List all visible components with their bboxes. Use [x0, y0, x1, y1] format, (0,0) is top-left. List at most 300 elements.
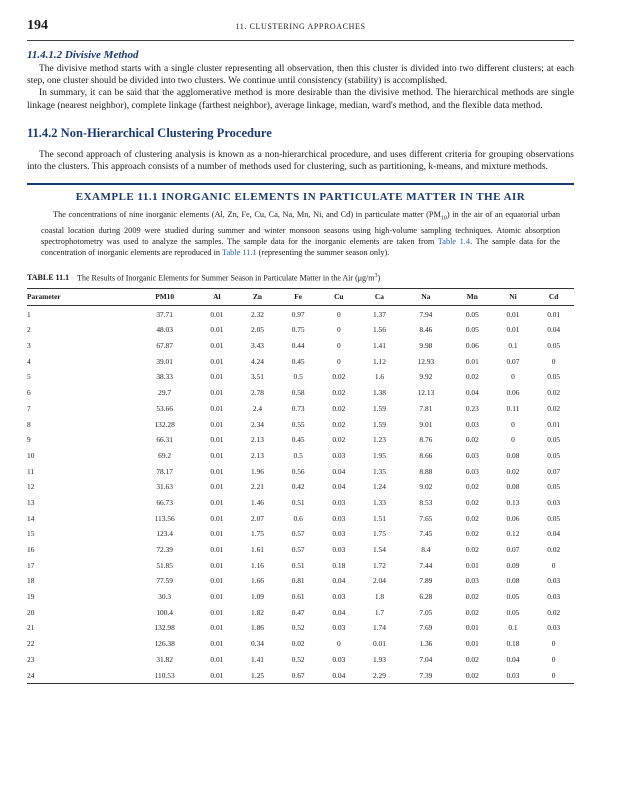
table-cell: 7.45: [419, 529, 433, 539]
table-cell: 0.02: [332, 435, 346, 445]
table-cell: 0.04: [318, 667, 359, 683]
table-cell: 1.72: [372, 560, 386, 570]
table-cell: 0.03: [332, 513, 346, 523]
table-cell: 20: [27, 607, 35, 617]
table-cell: 0.58: [291, 388, 305, 398]
table-cell: 10: [27, 450, 35, 460]
table-cell: 0.52: [291, 654, 305, 664]
table-header-row: [27, 289, 574, 306]
table-row: [27, 479, 574, 495]
table-cell: 39.01: [156, 356, 173, 366]
table-cell: 0.07: [506, 356, 520, 366]
table-cell: 3: [27, 341, 31, 351]
table-cell: 1.96: [251, 466, 264, 476]
table-cell: 0.57: [291, 545, 305, 554]
table-cell: 1.86: [251, 623, 264, 633]
table-row: [27, 557, 574, 573]
table-cell: 0.03: [332, 450, 346, 460]
book-page: [27, 18, 574, 788]
table-cell: 1: [27, 309, 31, 319]
table-cell: 132.28: [154, 419, 175, 429]
table-cell: 0.67: [278, 667, 319, 683]
column-header: Na: [400, 289, 452, 306]
table-cell: 1.12: [372, 356, 386, 366]
table-row: [27, 353, 574, 369]
table-cell: 31.82: [156, 654, 173, 664]
table-cell: 2.13: [251, 435, 264, 445]
table-cell: 18: [27, 576, 35, 586]
table-cell: 0: [511, 372, 515, 382]
table-cell: 0.01: [465, 560, 479, 570]
table-cell: 0.03: [465, 419, 479, 429]
table-cell: 0.01: [210, 309, 224, 319]
table-cell: 0.04: [332, 482, 346, 492]
table-1-4-link[interactable]: Table 1.4: [437, 237, 471, 247]
table-row: [27, 495, 574, 511]
table-cell: 0.06: [506, 513, 520, 523]
table-cell: 0.01: [210, 435, 224, 445]
table-row: [27, 322, 574, 338]
divisive-paragraph-2: In summary, it can be said that the agglomerative method is more desirable than the divisive method. The hierarchical methods are single linkage (nearest neighbor), complete linkage (farthest neighbor), average linkage, median, ward's method, and the flexible data method.: [27, 88, 574, 111]
table-cell: 0: [511, 419, 515, 429]
table-cell: 0.02: [332, 372, 346, 382]
table-cell: 7.81: [419, 403, 433, 413]
table-cell: 0.01: [210, 545, 224, 554]
table-cell: 0.12: [506, 529, 520, 539]
table-cell: 24: [27, 667, 133, 683]
table-cell: 48.03: [156, 325, 173, 335]
table-row: [27, 400, 574, 416]
table-cell: 0.03: [465, 466, 479, 476]
column-header: Fe: [278, 289, 319, 306]
table-cell: 0.01: [210, 529, 224, 539]
example-title: EXAMPLE 11.1 INORGANIC ELEMENTS IN PARTICULATE MATTER IN THE AIR: [75, 191, 526, 204]
table-cell: 0.04: [332, 607, 346, 617]
table-cell: 0.03: [332, 654, 346, 664]
table-cell: 1.46: [251, 497, 264, 507]
table-row: [27, 510, 574, 526]
table-cell: 30.3: [158, 592, 172, 602]
table-cell: 0.42: [291, 482, 305, 492]
column-header: Cd: [533, 289, 574, 306]
table-cell: 1.16: [251, 560, 264, 570]
table-cell: 0: [336, 325, 341, 335]
table-cell: 1.35: [372, 466, 386, 476]
table-cell: 9.02: [419, 482, 433, 492]
table-cell: 29.7: [158, 388, 172, 398]
table-cell: 7.89: [419, 576, 433, 586]
table-cell: 0.01: [372, 639, 386, 649]
table-cell: 0.01: [210, 450, 224, 460]
table-cell: 77.59: [156, 576, 173, 586]
table-cell: 0.03: [547, 576, 561, 586]
table-cell: 1.37: [372, 309, 386, 319]
table-cell: 0.03: [332, 623, 346, 633]
table-cell: 1.75: [251, 529, 264, 539]
table-cell: 0: [551, 560, 556, 570]
table-cell: 0.01: [210, 623, 224, 633]
table-cell: 0.02: [452, 667, 493, 683]
table-cell: 7.44: [419, 560, 433, 570]
table-cell: 0.01: [465, 639, 479, 649]
table-cell: 1.41: [251, 654, 264, 664]
table-cell: 0.02: [465, 607, 479, 617]
table-cell: 51.85: [156, 560, 173, 570]
table-cell: 0.01: [210, 482, 224, 492]
table-cell: 1.41: [372, 341, 386, 351]
table-cell: 0.01: [210, 513, 224, 523]
table-cell: 0.05: [506, 607, 520, 617]
table-cell: 0.02: [332, 403, 346, 413]
table-cell: 8: [27, 419, 31, 429]
table-cell: 3.51: [251, 372, 264, 382]
table-cell: 0.06: [465, 341, 479, 351]
table-cell: 8.4: [421, 545, 431, 554]
table-cell: 0.52: [291, 623, 305, 633]
column-header: PM10: [133, 289, 197, 306]
table-cell: 0.45: [291, 435, 305, 445]
table-cell: 0.06: [506, 388, 520, 398]
table-cell: 0.03: [465, 450, 479, 460]
table-row: [27, 369, 574, 385]
table-cell: 2: [27, 325, 31, 335]
table-cell: 4: [27, 356, 31, 366]
table-cell: 0.02: [465, 592, 479, 602]
table-cell: 14: [27, 513, 35, 523]
table-cell: 1.95: [372, 450, 386, 460]
table-cell: 2.07: [251, 513, 264, 523]
table-cell: 6: [27, 388, 31, 398]
table-row: [27, 416, 574, 432]
non-hierarchical-heading: 11.4.2 Non-Hierarchical Clustering Procedure: [27, 125, 272, 140]
table-cell: 66.31: [156, 435, 173, 445]
table-cell: 0.51: [291, 560, 305, 570]
table-cell: 0.02: [547, 607, 561, 617]
table-cell: 7.04: [419, 654, 433, 664]
table-cell: 0.01: [465, 623, 479, 633]
table-cell: 2.78: [251, 388, 264, 398]
table-row: [27, 542, 574, 558]
table-row: [27, 306, 574, 322]
table-cell: 0.03: [332, 529, 346, 539]
table-cell: 0.03: [547, 592, 561, 602]
page-number: 194: [27, 18, 48, 33]
table-cell: 0.55: [291, 419, 305, 429]
table-cell: 0.01: [210, 639, 224, 649]
table-cell: 0.04: [506, 654, 520, 664]
table-cell: 1.25: [237, 667, 278, 683]
table-cell: 0.04: [332, 466, 346, 476]
table-cell: 0.01: [547, 419, 561, 429]
table-cell: 100.4: [156, 607, 173, 617]
table-cell: 0: [551, 639, 556, 649]
table-cell: 0.18: [332, 560, 346, 570]
table-cell: 0.02: [465, 545, 479, 554]
table-cell: 110.53: [133, 667, 197, 683]
table-cell: 0.47: [291, 607, 305, 617]
table-cell: 53.66: [156, 403, 173, 413]
table-cell: 0.02: [547, 403, 561, 413]
example-paragraph: The concentrations of nine inorganic elements (Al, Zn, Fe, Cu, Ca, Na, Mn, Ni, and Cd) in particulate matter $(PM_{10})$ in the air of an equatorial urban coastal location during 2009 were studied during summer and winter monsoon seasons using high-volume sampling techniques. Atomic absorption spectrophotometry was used to analyze the samples. The sample data for the inorganic elements are taken from Table 1.4. The sample data for the concentration of inorganic elements are reproduced in Table 11.1 (representing the summer season only).: [41, 210, 560, 258]
table-cell: 0.04: [547, 325, 561, 335]
table-body: [27, 306, 574, 684]
table-cell: 1.38: [372, 388, 386, 398]
table-cell: 0.73: [291, 403, 305, 413]
table-cell: 126.38: [154, 639, 175, 649]
table-cell: 21: [27, 623, 35, 633]
table-label: TABLE 11.1: [27, 273, 70, 283]
table-cell: 0: [551, 654, 556, 664]
table-cell: 0.01: [210, 576, 224, 586]
table-cell: 0.01: [210, 466, 224, 476]
table-cell: 0.5: [293, 372, 303, 382]
table-cell: 3.43: [251, 341, 264, 351]
table-cell: 0.01: [547, 309, 561, 319]
table-row: [27, 338, 574, 354]
table-cell: 0.01: [210, 372, 224, 382]
table-cell: 1.82: [251, 607, 264, 617]
table-row: [27, 448, 574, 464]
table-cell: 0.23: [465, 403, 479, 413]
table-cell: 7.65: [419, 513, 433, 523]
table-cell: 1.66: [251, 576, 264, 586]
table-cell: 0: [336, 309, 341, 319]
table-11-1-link[interactable]: Table 11.1: [222, 248, 257, 258]
table-cell: 0: [336, 639, 341, 649]
table-cell: 5: [27, 372, 31, 382]
table-row: [27, 573, 574, 589]
table-cell: 0.57: [291, 529, 305, 539]
column-header: Parameter: [27, 289, 133, 306]
column-header: Ca: [359, 289, 400, 306]
table-cell: 11: [27, 466, 35, 476]
table-cell: 0.03: [547, 497, 561, 507]
table-cell: 0.07: [506, 545, 520, 554]
table-row: [27, 463, 574, 479]
running-head: 11. CLUSTERING APPROACHES: [235, 22, 366, 31]
table-row: [27, 604, 574, 620]
table-cell: 0.81: [291, 576, 305, 586]
table-cell: 0.02: [547, 545, 561, 554]
page-header: [27, 18, 574, 41]
table-cell: 2.04: [372, 576, 386, 586]
table-cell: 0.1: [508, 623, 518, 633]
table-cell: 0.03: [547, 623, 561, 633]
table-cell: 17: [27, 560, 35, 570]
table-cell: 0.01: [210, 356, 224, 366]
table-cell: 0.01: [506, 325, 520, 335]
table-cell: 0.44: [291, 341, 305, 351]
table-cell: 2.29: [359, 667, 400, 683]
table-cell: 0.04: [465, 388, 479, 398]
table-cell: 2.05: [251, 325, 264, 335]
table-cell: 23: [27, 654, 35, 664]
table-cell: 13: [27, 497, 35, 507]
table-cell: 4.24: [251, 356, 264, 366]
table-cell: 9.98: [419, 341, 433, 351]
table-cell: 0.02: [465, 372, 479, 382]
table-cell: 132.98: [154, 623, 175, 633]
table-cell: 38.33: [156, 372, 173, 382]
table-cell: 0: [551, 356, 556, 366]
table-cell: 8.66: [419, 450, 433, 460]
table-cell: 0.05: [547, 482, 561, 492]
table-cell: 0.1: [508, 341, 518, 351]
table-cell: 2.13: [251, 450, 264, 460]
table-cell: 0.01: [506, 309, 520, 319]
table-cell: 16: [27, 545, 35, 554]
table-cell: 0.05: [465, 309, 479, 319]
table-cell: 1.8: [374, 592, 385, 602]
table-cell: 0.01: [210, 654, 224, 664]
table-cell: 1.93: [372, 654, 386, 664]
table-cell: 0.01: [210, 560, 224, 570]
table-cell: 0.18: [506, 639, 520, 649]
table-cell: 66.73: [156, 497, 173, 507]
table-cell: 1.24: [372, 482, 386, 492]
table-cell: 0.08: [506, 450, 520, 460]
table-cell: 1.09: [251, 592, 264, 602]
table-cell: 69.2: [158, 450, 172, 460]
table-cell: 0.01: [210, 592, 224, 602]
table-cell: 0: [533, 667, 574, 683]
table-cell: 1.36: [419, 639, 433, 649]
table-cell: 0.51: [291, 497, 305, 507]
table-cell: 37.71: [156, 309, 173, 319]
table-cell: 0.01: [210, 388, 224, 398]
table-cell: 0.02: [465, 513, 479, 523]
table-cell: 0.05: [547, 435, 561, 445]
table-cell: 12.13: [417, 388, 435, 398]
table-cell: 0.05: [547, 372, 561, 382]
table-cell: 0.08: [506, 482, 520, 492]
table-cell: 0.03: [332, 497, 346, 507]
table-cell: 0.04: [332, 576, 346, 586]
column-header: Cu: [318, 289, 359, 306]
column-header: Al: [197, 289, 238, 306]
table-cell: 72.39: [156, 545, 173, 554]
table-cell: 0.01: [210, 497, 224, 507]
table-cell: 0.01: [210, 419, 224, 429]
table-cell: 31.63: [156, 482, 173, 492]
table-cell: 0.34: [251, 639, 264, 649]
table-cell: 0.02: [547, 388, 561, 398]
table-cell: 0.09: [506, 560, 520, 570]
table-cell: 9.01: [419, 419, 433, 429]
table-cell: 1.75: [372, 529, 386, 539]
table-cell: 8.88: [419, 466, 433, 476]
table-cell: 1.7: [374, 607, 385, 617]
table-row: [27, 432, 574, 448]
table-cell: 8.53: [419, 497, 433, 507]
table-cell: 123.4: [156, 529, 173, 539]
table-row: [27, 651, 574, 667]
table-cell: 1.74: [372, 623, 386, 633]
table-cell: 22: [27, 639, 35, 649]
table-cell: 7: [27, 403, 31, 413]
table-cell: 7.69: [419, 623, 433, 633]
table-cell: 0.61: [291, 592, 305, 602]
table-cell: 0.02: [332, 388, 346, 398]
table-cell: 0: [511, 435, 515, 445]
table-cell: 0.01: [465, 356, 479, 366]
table-cell: 1.23: [372, 435, 386, 445]
table-cell: 0.05: [465, 325, 479, 335]
table-cell: 0.02: [465, 654, 479, 664]
table-cell: 0.02: [465, 482, 479, 492]
table-cell: 0.03: [332, 592, 346, 602]
table-cell: 9.92: [419, 372, 433, 382]
table-cell: 0.02: [465, 435, 479, 445]
table-cell: 15: [27, 529, 35, 539]
column-header: Ni: [493, 289, 534, 306]
table-cell: 78.17: [156, 466, 173, 476]
table-cell: 1.59: [372, 403, 386, 413]
table-row: [27, 385, 574, 401]
results-table: [27, 288, 574, 684]
table-cell: 0: [336, 341, 341, 351]
table-cell: 0.02: [332, 419, 346, 429]
table-cell: 0.56: [291, 466, 305, 476]
table-cell: 0.97: [291, 309, 305, 319]
table-cell: 8.46: [419, 325, 433, 335]
table-cell: 0.08: [506, 576, 520, 586]
table-cell: 1.59: [372, 419, 386, 429]
table-cell: 1.56: [372, 325, 386, 335]
table-row: [27, 526, 574, 542]
table-cell: 0.01: [197, 667, 238, 683]
table-cell: 6.28: [419, 592, 433, 602]
table-cell: 0.5: [293, 450, 303, 460]
table-cell: 0.01: [210, 607, 224, 617]
table-cell: 0.01: [210, 341, 224, 351]
table-cell: 0.01: [210, 325, 224, 335]
table-cell: 0.07: [547, 466, 561, 476]
table-cell: 0.45: [291, 356, 305, 366]
column-header: Zn: [237, 289, 278, 306]
table-cell: 0.02: [465, 529, 479, 539]
non-hierarchical-paragraph: The second approach of clustering analysis is known as a non-hierarchical procedure, and uses different criteria for grouping observations into the clusters. This approach consists of a number of methods used for clustering, such as partitioning, k-means, and mixture methods.: [27, 149, 574, 173]
table-cell: 0: [336, 356, 341, 366]
table-cell: 0.6: [293, 513, 303, 523]
table-cell: 2.4: [252, 403, 263, 413]
table-row: [27, 636, 574, 652]
table-cell: 0.05: [506, 592, 520, 602]
table-cell: 0.05: [547, 450, 561, 460]
table-cell: 0.01: [210, 403, 224, 413]
table-cell: 7.39: [400, 667, 452, 683]
table-cell: 0.03: [332, 545, 346, 554]
table-cell: 7.05: [419, 607, 433, 617]
table-cell: 0.05: [547, 513, 561, 523]
table-cell: 0.03: [493, 667, 534, 683]
table-cell: 67.87: [156, 341, 173, 351]
table-cell: 12: [27, 482, 35, 492]
table-cell: 0.02: [465, 497, 479, 507]
table-cell: 1.33: [372, 497, 386, 507]
table-cell: 7.94: [419, 309, 433, 319]
table-cell: 9: [27, 435, 31, 445]
table-row: [27, 667, 574, 683]
table-cell: 0.05: [547, 341, 561, 351]
column-header: Mn: [452, 289, 493, 306]
table-cell: 1.61: [251, 545, 264, 554]
table-cell: 0.03: [465, 576, 479, 586]
table-cell: 8.76: [419, 435, 433, 445]
table-cell: 0.11: [506, 403, 520, 413]
table-caption: TABLE 11.1 The Results of Inorganic Elements for Summer Season in Particulate Matter in the Air $(\mu g/m^3)$: [27, 272, 381, 283]
table-cell: 2.34: [251, 419, 264, 429]
